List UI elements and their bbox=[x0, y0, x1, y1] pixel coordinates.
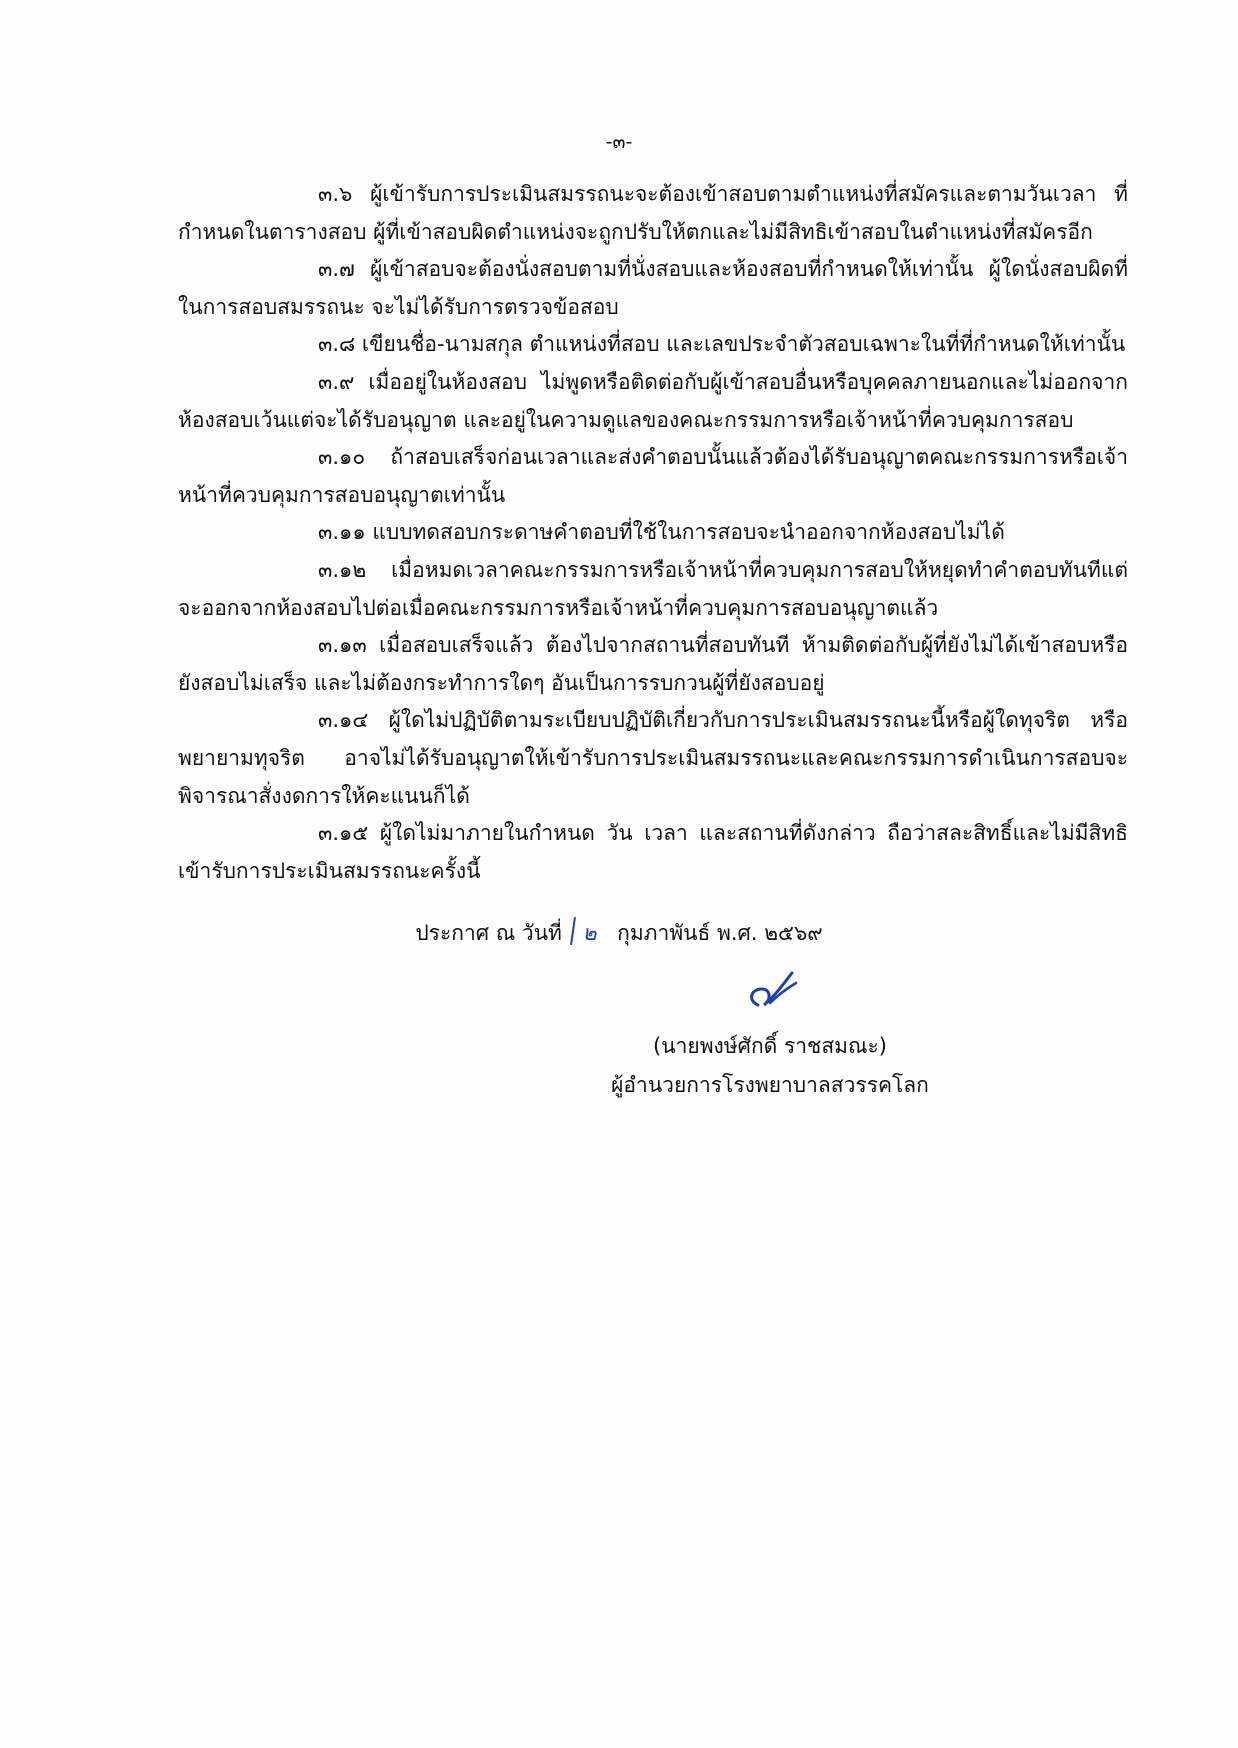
rule-3-11: ๓.๑๑ แบบทดสอบกระดาษคำตอบที่ใช้ในการสอบจะนำออกจากห้องสอบไม่ได้ bbox=[318, 520, 1005, 545]
handwritten-signature bbox=[740, 965, 810, 1015]
rule-3-7: ๓.๗ ผู้เข้าสอบจะต้องนั่งสอบตามที่นั่งสอบและห้องสอบที่กำหนดให้เท่านั้น ผู้ใดนั่งสอบผิดที่ในการสอบสมรรถนะ จะไม่ได้รับการตรวจข้อสอบ bbox=[178, 257, 1128, 319]
rules-list bbox=[178, 176, 1128, 890]
rule-3-14: ๓.๑๔ ผู้ใดไม่ปฏิบัติตามระเบียบปฏิบัติเกี่ยวกับการประเมินสมรรถนะนี้หรือผู้ใดทุจริต หรือพยายามทุจริต อาจไม่ได้รับอนุญาตให้เข้ารับการประเมินสมรรถนะและคณะกรรมการดำเนินการสอบจะพิจารณาสั่งงดการให้คะแนนก็ได้ bbox=[178, 708, 1128, 808]
page-number: -๓- bbox=[605, 131, 633, 153]
signer-name: (นายพงษ์ศักดิ์ ราชสมณะ) bbox=[653, 1034, 887, 1058]
rule-3-12: ๓.๑๒ เมื่อหมดเวลาคณะกรรมการหรือเจ้าหน้าที่ควบคุมการสอบให้หยุดทำคำตอบทันทีแต่จะออกจากห้องสอบไปต่อเมื่อคณะกรรมการหรือเจ้าหน้าที่ควบคุมการสอบอนุญาตแล้ว bbox=[178, 557, 1128, 620]
rule-3-9: ๓.๙ เมื่ออยู่ในห้องสอบ ไม่พูดหรือติดต่อกับผู้เข้าสอบอื่นหรือบุคคลภายนอกและไม่ออกจากห้องสอบเว้นแต่จะได้รับอนุญาต และอยู่ในความดูแลของคณะกรรมการหรือเจ้าหน้าที่ควบคุมการสอบ bbox=[178, 369, 1128, 432]
announcement-day-handwritten: ๒ bbox=[569, 915, 611, 951]
rule-3-8: ๓.๘ เขียนชื่อ-นามสกุล ตำแหน่งที่สอบ และเลขประจำตัวสอบเฉพาะในที่ที่กำหนดให้เท่านั้น bbox=[318, 332, 1126, 357]
signer-position: ผู้อำนวยการโรงพยาบาลสวรรคโลก bbox=[611, 1073, 929, 1097]
announcement-date bbox=[0, 915, 1238, 951]
rule-3-6: ๓.๖ ผู้เข้ารับการประเมินสมรรถนะจะต้องเข้าสอบตามตำแหน่งที่สมัครและตามวันเวลา ที่กำหนดในตารางสอบ ผู้ที่เข้าสอบผิดตำแหน่งจะถูกปรับให้ตกและไม่มีสิทธิเข้าสอบในตำแหน่งที่สมัครอีก bbox=[178, 182, 1128, 244]
rule-3-15: ๓.๑๕ ผู้ใดไม่มาภายในกำหนด วัน เวลา และสถานที่ดังกล่าว ถือว่าสละสิทธิ์และไม่มีสิทธิเข้ารับการประเมินสมรรถนะครั้งนี้ bbox=[178, 821, 1128, 883]
rule-3-13: ๓.๑๓ เมื่อสอบเสร็จแล้ว ต้องไปจากสถานที่สอบทันที ห้ามติดต่อกับผู้ที่ยังไม่ได้เข้าสอบหรือยังสอบไม่เสร็จ และไม่ต้องกระทำการใดๆ อันเป็นการรบกวนผู้ที่ยังสอบอยู่ bbox=[178, 633, 1128, 695]
announcement-prefix: ประกาศ ณ วันที่ bbox=[415, 921, 562, 945]
signer-block bbox=[600, 1027, 940, 1105]
announcement-suffix: กุมภาพันธ์ พ.ศ. ๒๕๖๙ bbox=[617, 921, 823, 945]
rule-3-10: ๓.๑๐ ถ้าสอบเสร็จก่อนเวลาและส่งคำตอบนั้นแล้วต้องได้รับอนุญาตคณะกรรมการหรือเจ้าหน้าที่ควบคุมการสอบอนุญาตเท่านั้น bbox=[178, 445, 1128, 507]
